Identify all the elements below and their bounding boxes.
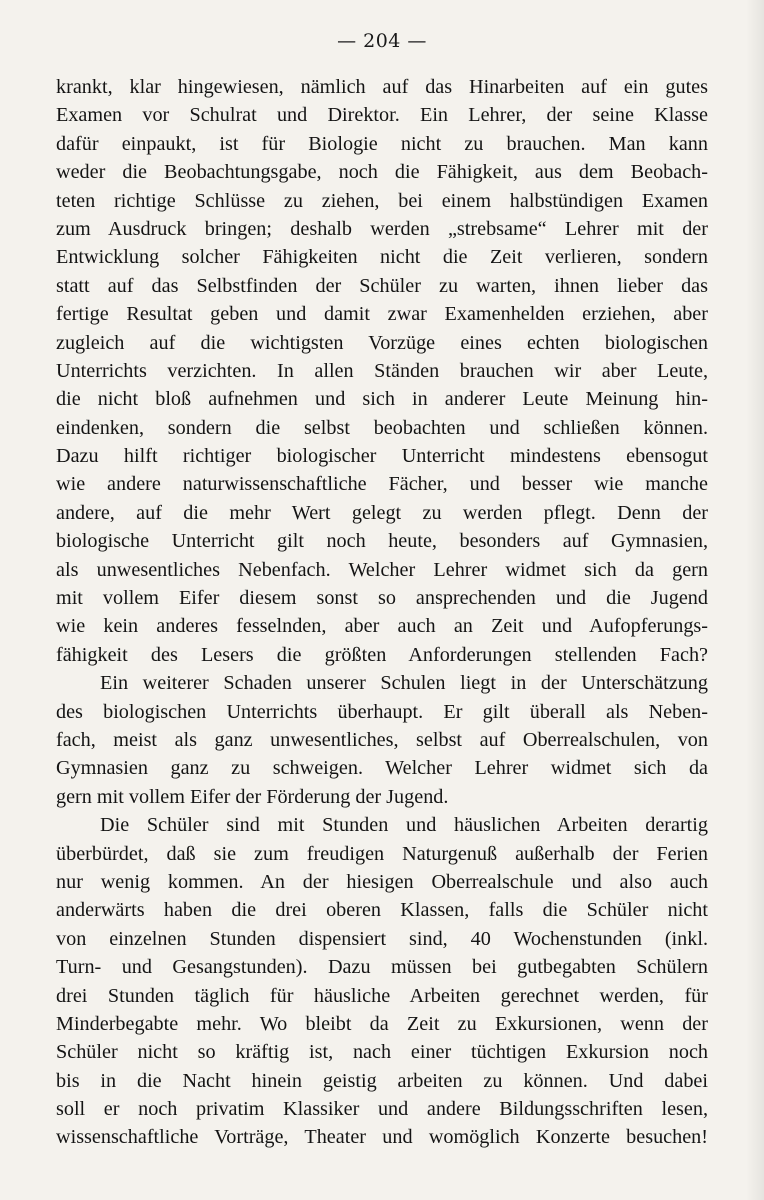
text-line: die nicht bloß aufnehmen und sich in anderer Leute Meinung hin- xyxy=(56,388,708,411)
text-line: eindenken, sondern die selbst beobachten und schließen können. xyxy=(56,416,708,439)
text-line: mit vollem Eifer diesem sonst so ansprechenden und die Jugend xyxy=(56,587,708,610)
text-line: überbürdet, daß sie zum freudigen Naturgenuß außerhalb der Ferien xyxy=(56,842,708,865)
text-line: Schüler nicht so kräftig ist, nach einer tüchtigen Exkursion noch xyxy=(56,1041,708,1064)
text-line: Unterrichts verzichten. In allen Ständen brauchen wir aber Leute, xyxy=(56,359,708,382)
text-line: wissenschaftliche Vorträge, Theater und womöglich Konzerte besuchen! xyxy=(56,1126,708,1149)
text-line: zugleich auf die wichtigsten Vorzüge eines echten biologischen xyxy=(56,331,708,354)
text-line: nur wenig kommen. An der hiesigen Oberrealschule und also auch xyxy=(56,870,708,893)
text-line: andere, auf die mehr Wert gelegt zu werden pflegt. Denn der xyxy=(56,501,708,524)
text-line: Dazu hilft richtiger biologischer Unterricht mindestens ebensogut xyxy=(56,445,708,468)
page-edge-shadow xyxy=(746,0,764,1200)
text-line: teten richtige Schlüsse zu ziehen, bei einem halbstündigen Examen xyxy=(56,189,708,212)
text-line: Minderbegabte mehr. Wo bleibt da Zeit zu Exkursionen, wenn der xyxy=(56,1012,708,1035)
text-line: krankt, klar hingewiesen, nämlich auf das Hinarbeiten auf ein gutes xyxy=(56,76,708,98)
text-line: des biologischen Unterrichts überhaupt. Er gilt überall als Neben- xyxy=(56,700,708,723)
text-line: wie kein anderes fesselnden, aber auch an Zeit und Aufopferungs- xyxy=(56,615,708,638)
text-line: fertige Resultat geben und damit zwar Examenhelden erziehen, aber xyxy=(56,303,708,326)
body-text xyxy=(56,73,708,1152)
text-line: bis in die Nacht hinein geistig arbeiten zu können. Und dabei xyxy=(56,1069,708,1092)
text-line: anderwärts haben die drei oberen Klassen, falls die Schüler nicht xyxy=(56,899,708,922)
paragraph-3 xyxy=(56,811,708,1152)
text-line: zum Ausdruck bringen; deshalb werden „strebsame“ Lehrer mit der xyxy=(56,217,708,240)
text-line: fähigkeit des Lesers die größten Anforderungen stellenden Fach? xyxy=(56,643,708,666)
text-line: Examen vor Schulrat und Direktor. Ein Lehrer, der seine Klasse xyxy=(56,104,708,127)
text-line: biologische Unterricht gilt noch heute, besonders auf Gymnasien, xyxy=(56,530,708,553)
text-line: Die Schüler sind mit Stunden und häuslichen Arbeiten derartig xyxy=(100,814,708,837)
text-line: wie andere naturwissenschaftliche Fächer, und besser wie manche xyxy=(56,473,708,496)
page-number: — 204 — xyxy=(337,30,427,52)
text-line: Gymnasien ganz zu schweigen. Welcher Lehrer widmet sich da xyxy=(56,757,708,780)
paragraph-2 xyxy=(56,669,708,811)
text-line: dafür einpaukt, ist für Biologie nicht zu brauchen. Man kann xyxy=(56,132,708,155)
text-line: Turn- und Gesangstunden). Dazu müssen bei gutbegabten Schülern xyxy=(56,956,708,979)
text-line: gern mit vollem Eifer der Förderung der Jugend. xyxy=(56,785,449,808)
text-line: von einzelnen Stunden dispensiert sind, 40 Wochenstunden (inkl. xyxy=(56,927,708,950)
paragraph-1 xyxy=(56,73,708,669)
text-line: statt auf das Selbstfinden der Schüler zu warten, ihnen lieber das xyxy=(56,274,708,297)
text-line: weder die Beobachtungsgabe, noch die Fähigkeit, aus dem Beobach- xyxy=(56,161,708,184)
text-line: Ein weiterer Schaden unserer Schulen liegt in der Unterschätzung xyxy=(100,672,708,695)
text-line: als unwesentliches Nebenfach. Welcher Lehrer widmet sich da gern xyxy=(56,558,708,581)
text-line: fach, meist als ganz unwesentliches, selbst auf Oberrealschulen, von xyxy=(56,728,708,751)
text-line: drei Stunden täglich für häusliche Arbeiten gerechnet werden, für xyxy=(56,984,708,1007)
text-line: soll er noch privatim Klassiker und andere Bildungsschriften lesen, xyxy=(56,1098,708,1121)
text-line: Entwicklung solcher Fähigkeiten nicht die Zeit verlieren, sondern xyxy=(56,246,708,269)
